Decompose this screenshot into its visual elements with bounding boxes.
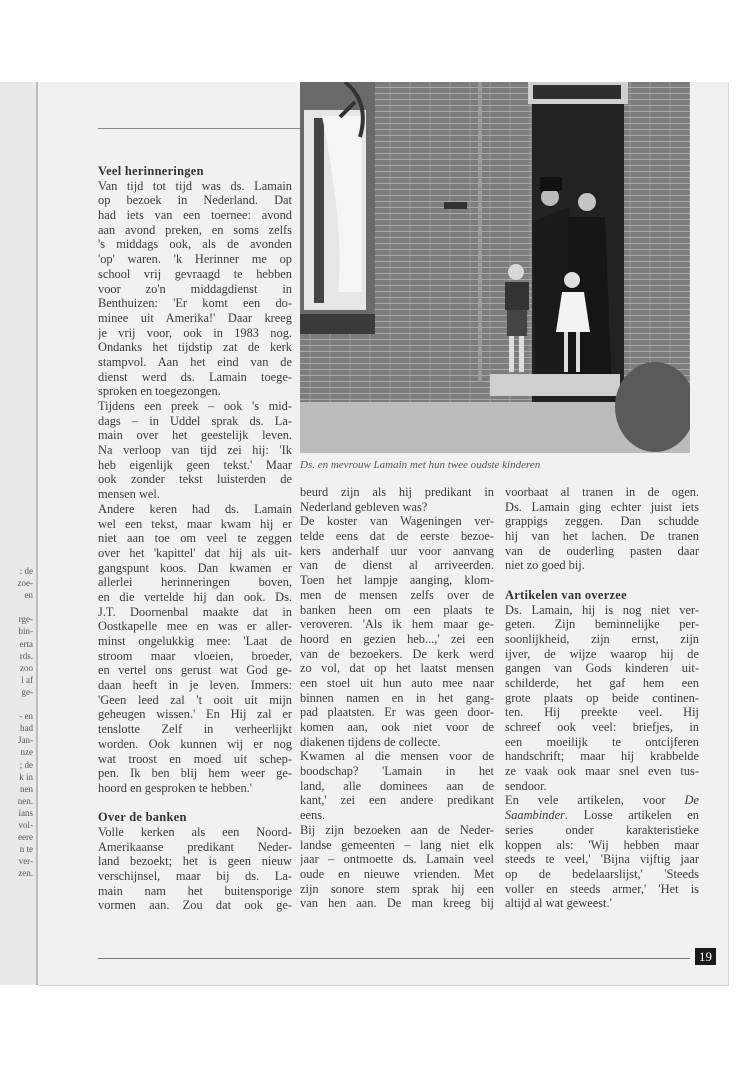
text-line: pad plaatsten. Er was geen door- [300, 705, 494, 720]
text-line: komen aan, ook niet voor de [300, 720, 494, 734]
text-line: school vrij gevraagd te hebben [98, 266, 292, 281]
text-line: een moeilijk te ontcijferen [505, 734, 699, 749]
text-line: 'Geen leed zal 't ooit uit mijn [98, 692, 292, 707]
previous-page-fragment: nen [20, 783, 33, 794]
text-line: kant,' zei een andere predikant [300, 793, 494, 808]
text-line: Na verloop van tijd zei hij: 'Ik [98, 443, 292, 458]
text-line: hij van het lachen. De tranen [505, 529, 699, 544]
text-line: gangspunt koos. Dan kwamen er [98, 560, 292, 575]
text-line: koppen als: 'Wij hebben maar [505, 837, 699, 852]
text-line: men de mensen zelfs over de [300, 587, 494, 602]
text-line: eens. [300, 808, 326, 823]
text-line: allerlei herinneringen boven, [98, 575, 292, 590]
previous-page-fragment: n te [19, 844, 33, 855]
previous-page-text [18, 565, 34, 879]
text-line: land bezoekt; het is geen nieuw [98, 854, 292, 869]
text-line: Ondanks het tijdstip zat de kerk [98, 340, 292, 355]
previous-page-fragment: eere [18, 832, 33, 843]
section-heading: Artikelen van overzee [505, 587, 627, 602]
paragraph [98, 502, 292, 796]
text-line: Ds. Lamain ging echter juist iets [505, 499, 699, 514]
text-line: en die vertelde hij dan ook. Ds. [98, 589, 292, 604]
text-line: minee uit Amerika!' Daar kreeg [98, 310, 292, 325]
text-line: boodschap? 'Lamain in het [300, 764, 494, 779]
previous-page-fragment: rds. [19, 650, 33, 661]
previous-page-fragment: ians [18, 807, 33, 818]
text-line: series onder karakteristieke [505, 822, 699, 837]
family-photo [300, 82, 690, 453]
text-line: main over het geestelijk leven. [98, 428, 292, 443]
text-line: J.T. Doornenbal maakte dat in [98, 604, 292, 619]
text-line: schilderde, het gaf hem een [505, 675, 699, 690]
paragraph [300, 749, 494, 822]
text-line: ook zonder tekst luisterden de [98, 472, 292, 487]
italic-title-text: De [684, 793, 699, 808]
text-line: schreef ook veel: briefjes, in [505, 720, 699, 734]
text-line: had iets van een toernee: avond [98, 208, 292, 223]
text-line: Bij zijn bezoeken aan de Neder- [300, 822, 494, 837]
previous-page-fragment: l af [21, 674, 33, 685]
text-line: je vrij voor, ook in 1983 nog. [98, 325, 292, 340]
previous-page-fragment: - en [19, 711, 33, 722]
text-line: minst ongelukkig mee: 'Laat de [98, 634, 292, 648]
text-line: hoord en gesproken te hebben.' [98, 780, 252, 795]
text-line: telde eens dat de eerste bezoe- [300, 529, 494, 544]
previous-page-fragment: vol- [18, 819, 33, 830]
text-line: Nederland gebleven was? [300, 499, 428, 514]
text-line: wel een tekst, maar kwam hij er [98, 516, 292, 531]
previous-page-fragment [18, 698, 34, 710]
text-line: van de dienst al arriveerden. [300, 558, 494, 573]
text-line: Toen het lampje aanging, klom- [300, 573, 494, 588]
text-line: handschrift; maar hij krabbelde [505, 749, 699, 764]
text-column-2 [300, 485, 494, 911]
text-line: zo vol, dat op het laatst mensen [300, 661, 494, 676]
paragraph [505, 603, 699, 794]
text-line: Volle kerken als een Noord- [98, 824, 292, 839]
text-line: gangen van Gods kinderen uit- [505, 661, 699, 676]
previous-page-fragment: rge- [18, 614, 33, 625]
bottom-rule [98, 958, 690, 959]
paragraph [300, 514, 494, 749]
text-line: jaar – ontmoette ds. Lamain veel [300, 852, 494, 867]
top-rule [98, 128, 300, 129]
previous-page-fragment: erta [19, 638, 33, 649]
text-line: worden. Ook kunnen wij er nog [98, 736, 292, 751]
previous-page-edge [0, 82, 38, 985]
paragraph [98, 399, 292, 502]
text-line: voller en steeds armer,' 'Het is [505, 881, 699, 896]
text-line: Ds. Lamain, hij is nog niet ver- [505, 602, 699, 617]
magazine-page [38, 82, 728, 985]
previous-page-fragment: bin- [18, 626, 33, 637]
previous-page-fragment: en [24, 590, 33, 601]
previous-page-fragment [18, 601, 34, 613]
text-line: mensen wel. [98, 487, 160, 502]
text-line: Van tijd tot tijd was ds. Lamain [98, 178, 292, 193]
text-line: ze vaak ook maar snel even tus- [505, 764, 699, 779]
text-line [505, 793, 699, 808]
text-line: op de bedelaarslijst,' 'Steeds [505, 866, 699, 881]
text-line: steeds te veel,' 'Bijna vijftig jaar [505, 852, 699, 867]
text-line: beurd zijn als hij predikant in [300, 485, 494, 499]
text-line: daan heeft in je leven. Immers: [98, 678, 292, 693]
text-column-3 [505, 485, 699, 911]
text-line: van de ouderling pasten daar [505, 543, 699, 558]
previous-page-fragment: zoe- [17, 578, 33, 589]
text-line: dags – in Uddel sprak ds. La- [98, 413, 292, 428]
text-line: niet aan toe om veel te zeggen [98, 531, 292, 546]
previous-page-fragment: had [20, 723, 33, 734]
text-line: geten. Zijn beminnelijke per- [505, 617, 699, 632]
text-line: tenslotte Zelf in verheerlijkt [98, 722, 292, 737]
text-line: 'op' waren. 'k Herinner me op [98, 252, 292, 267]
text-line: voor zo'n middagdienst in [98, 281, 292, 296]
paragraph [98, 179, 292, 399]
section-heading: Veel herinneringen [98, 164, 204, 178]
text-line: soonlijkheid, zijn ernst, zijn [505, 631, 699, 646]
text-line: banken heen om een plaats te [300, 602, 494, 617]
text-line: sendoor. [505, 778, 547, 793]
previous-page-fragment: nze [20, 747, 33, 758]
text-line: niet zo goed bij. [505, 558, 585, 573]
text-line [505, 808, 699, 823]
previous-page-fragment: nen. [17, 795, 33, 806]
paragraph [505, 793, 699, 911]
text-line: van de bezoekers. De kerk werd [300, 646, 494, 661]
text-line: main nam het buitensporige [98, 883, 292, 898]
italic-title-text: Saambinder [505, 808, 565, 823]
text-line: Andere keren had ds. Lamain [98, 501, 292, 516]
spacer [98, 796, 292, 811]
text-line: stroom maar vloeien, broeder, [98, 648, 292, 663]
section-heading: Over de banken [98, 810, 187, 825]
text-line: verschijnsel, maar bij ds. La- [98, 869, 292, 883]
text-line: sproken en toegezongen. [98, 384, 221, 399]
text-line: land, alle dominees aan de [300, 778, 494, 793]
text-line: op bezoek in Nederland. Dat [98, 193, 292, 208]
text-line: van hen aan. De man kreeg bij [300, 896, 494, 911]
text-line: Kwamen al die mensen voor de [300, 749, 494, 764]
previous-page-fragment: ; de [19, 759, 33, 770]
text-line: stampvol. Aan het eind van de [98, 354, 292, 369]
text-column-1 [98, 164, 292, 913]
text-line: ijver, de wijze waarop hij de [505, 646, 699, 661]
text-line: veroveren. 'Als ik hem maar ge- [300, 617, 494, 632]
previous-page-fragment: : de [19, 566, 33, 576]
previous-page-fragment: ge- [21, 686, 33, 697]
text-line: heb eigenlijk geen tekst.' Maar [98, 457, 292, 472]
paragraph [300, 485, 494, 514]
text-line: Oostkapelle mee en was er aller- [98, 619, 292, 634]
text-line: De koster van Wageningen ver- [300, 514, 494, 529]
paragraph [300, 823, 494, 911]
text-line: zijn sonore stem sprak hij een [300, 881, 494, 896]
text-line: altijd al wat geweest.' [505, 896, 612, 911]
text-line: ten. Hij preekte veel. Hij [505, 705, 699, 720]
text-segment: . Losse artikelen en [564, 808, 699, 823]
text-line: oude en nieuwe vrienden. Met [300, 866, 494, 881]
paragraph [505, 485, 699, 573]
text-line: binnen namen en in het gang- [300, 690, 494, 705]
text-line: Benthuizen: 'Er komt een do- [98, 296, 292, 311]
text-line: diakenen tijdens de collecte. [300, 734, 441, 749]
previous-page-fragment: Jan- [18, 735, 33, 746]
text-line: landse gemeenten – lang niet elk [300, 837, 494, 852]
text-line: grappigs zeggen. Dan schudde [505, 514, 699, 529]
text-line: wat troost en moed uit schep- [98, 751, 292, 766]
text-line: aan avond preken, en soms zelfs [98, 222, 292, 237]
previous-page-fragment: zen. [18, 868, 33, 879]
text-line: hoord en gezien heb...,' zei een [300, 631, 494, 646]
text-line: een stoel uit hun auto mee naar [300, 675, 494, 690]
text-line: pen. Ik ben blij hem weer ge- [98, 766, 292, 781]
text-line: Tijdens een preek – ook 's mid- [98, 399, 292, 413]
previous-page-fragment: k in [19, 771, 33, 782]
text-line: vormen aan. Zou dat ook ge- [98, 898, 292, 913]
text-line: en vertel ons gerust wat God ge- [98, 663, 292, 678]
previous-page-fragment: ver- [18, 856, 33, 867]
text-line: voorbaat al tranen in de ogen. [505, 485, 699, 499]
text-line: grote plaats op beide continen- [505, 690, 699, 705]
text-line: geheugen wissen.' En Hij zal er [98, 707, 292, 722]
text-line: dienst werd ds. Lamain toege- [98, 369, 292, 384]
paragraph [98, 825, 292, 913]
text-line: 's middags ook, als de avonden [98, 237, 292, 252]
previous-page-fragment: zoo [20, 662, 33, 673]
text-line: Amerikaanse predikant Neder- [98, 839, 292, 854]
photo-caption: Ds. en mevrouw Lamain met hun twee oudste kinderen [300, 459, 541, 471]
spacer [505, 573, 699, 588]
page-number: 19 [695, 948, 716, 965]
text-line: kers anderhalf uur voor aanvang [300, 543, 494, 558]
text-segment: En vele artikelen, voor [505, 793, 685, 808]
text-line: over het 'kapittel' dat hij als uit- [98, 545, 292, 560]
